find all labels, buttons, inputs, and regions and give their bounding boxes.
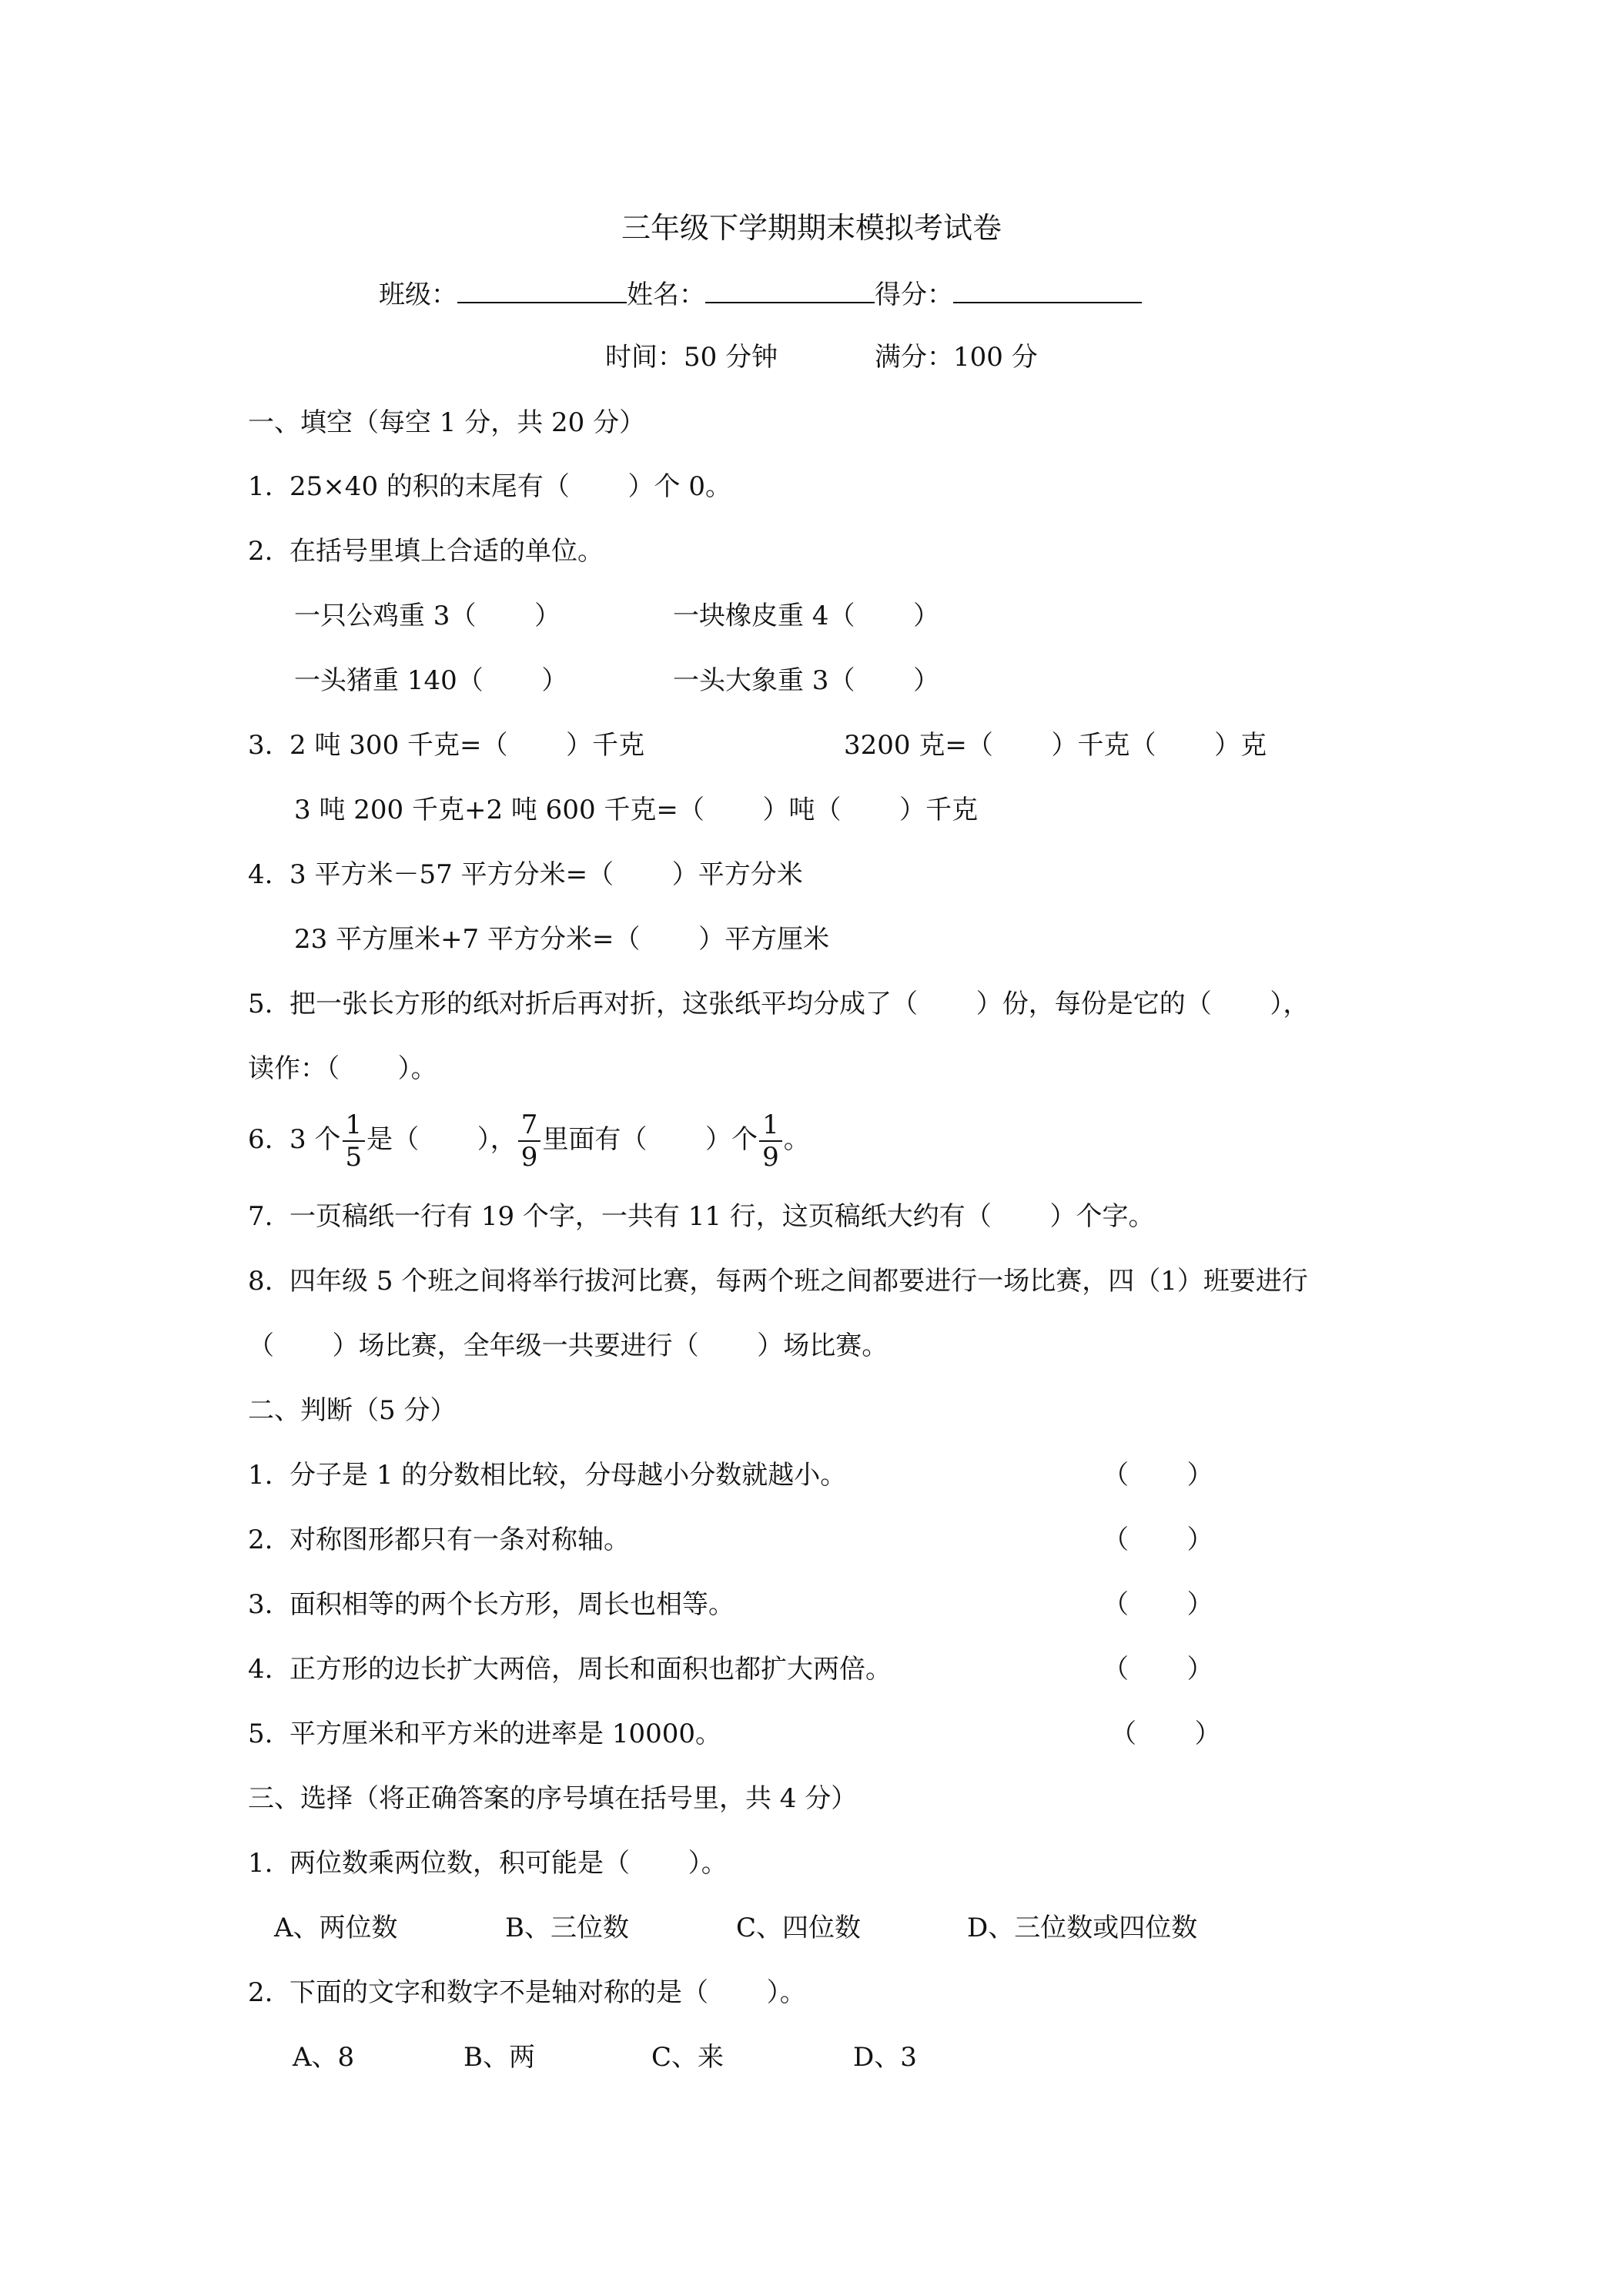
full-score-info: 满分：100 分	[875, 342, 1038, 373]
section-1-heading: 一、填空（每空 1 分，共 20 分）	[248, 407, 646, 438]
s1-question-6	[248, 1103, 810, 1176]
s1-question-2: 2. 在括号里填上合适的单位。	[248, 536, 604, 567]
s2-item-1: 1. 分子是 1 的分数相比较，分母越小分数就越小。	[248, 1460, 847, 1491]
q6-prefix: 6. 3 个	[248, 1124, 341, 1155]
fraction-one-fifth	[343, 1110, 366, 1173]
s2-item-4: 4. 正方形的边长扩大两倍，周长和面积也都扩大两倍。	[248, 1654, 892, 1685]
time-info: 时间：50 分钟	[605, 342, 778, 373]
s2-item-2: 2. 对称图形都只有一条对称轴。	[248, 1525, 631, 1555]
fraction-denominator: 9	[520, 1142, 538, 1173]
fraction-denominator: 5	[345, 1142, 363, 1173]
score-label: 得分：	[875, 279, 953, 310]
s1-question-3b: 3200 克=（ ）千克（ ）克	[844, 730, 1267, 761]
s1-q2-item-d: 一头大象重 3（ ）	[673, 665, 940, 696]
fraction-seven-ninths	[518, 1110, 541, 1173]
fraction-numerator: 7	[518, 1110, 541, 1142]
s3-q2-option-b: B、两	[463, 2042, 535, 2073]
s3-question-2: 2. 下面的文字和数字不是轴对称的是（ ）。	[248, 1977, 806, 2008]
s1-question-4a: 4. 3 平方米－57 平方分米=（ ）平方分米	[248, 859, 803, 890]
s3-q1-option-b: B、三位数	[505, 1913, 629, 1943]
s1-question-5b: 读作：（ ）。	[248, 1053, 437, 1084]
s1-question-5a: 5. 把一张长方形的纸对折后再对折，这张纸平均分成了（ ）份，每份是它的（ ），	[248, 989, 1310, 1019]
s2-item-5: 5. 平方厘米和平方米的进率是 10000。	[248, 1719, 722, 1749]
s3-q2-option-c: C、来	[651, 2042, 724, 2073]
s3-q1-option-d: D、三位数或四位数	[967, 1913, 1198, 1943]
q6-end: 。	[783, 1124, 810, 1155]
s3-q1-option-c: C、四位数	[736, 1913, 862, 1943]
name-label: 姓名：	[627, 279, 705, 310]
fraction-one-ninth	[759, 1110, 782, 1173]
s1-q2-item-a: 一只公鸡重 3（ ）	[294, 601, 561, 631]
s2-item-3: 3. 面积相等的两个长方形，周长也相等。	[248, 1589, 735, 1620]
section-3-heading: 三、选择（将正确答案的序号填在括号里，共 4 分）	[248, 1783, 858, 1814]
s2-item-3-bracket: （ ）	[1103, 1589, 1213, 1620]
section-2-heading: 二、判断（5 分）	[248, 1395, 457, 1426]
name-blank	[705, 276, 875, 303]
score-blank	[953, 276, 1142, 303]
s1-question-8a: 8. 四年级 5 个班之间将举行拔河比赛，每两个班之间都要进行一场比赛，四（1）班要进行	[248, 1266, 1308, 1297]
s1-question-3a: 3. 2 吨 300 千克=（ ）千克	[248, 730, 645, 761]
s3-q2-option-a: A、8	[293, 2042, 355, 2073]
s1-question-4b: 23 平方厘米+7 平方分米=（ ）平方厘米	[294, 924, 830, 955]
s1-q2-item-c: 一头猪重 140（ ）	[294, 665, 568, 696]
s3-question-1: 1. 两位数乘两位数，积可能是（ ）。	[248, 1848, 728, 1879]
student-info-row	[379, 276, 1142, 312]
class-label: 班级：	[379, 279, 457, 310]
s2-item-1-bracket: （ ）	[1103, 1460, 1213, 1491]
s1-question-8b: （ ）场比赛，全年级一共要进行（ ）场比赛。	[248, 1330, 888, 1361]
s3-q1-option-a: A、两位数	[274, 1913, 398, 1943]
fraction-numerator: 1	[759, 1110, 782, 1142]
s1-question-7: 7. 一页稿纸一行有 19 个字，一共有 11 行，这页稿纸大约有（ ）个字。	[248, 1201, 1155, 1232]
q6-mid-2: 里面有（ ）个	[542, 1124, 758, 1155]
s2-item-4-bracket: （ ）	[1103, 1654, 1213, 1685]
s3-q2-option-d: D、3	[853, 2042, 917, 2073]
s1-question-1: 1. 25×40 的积的末尾有（ ）个 0。	[248, 471, 731, 502]
s2-item-5-bracket: （ ）	[1110, 1719, 1221, 1749]
fraction-numerator: 1	[343, 1110, 366, 1142]
q6-mid-1: 是（ ），	[366, 1124, 517, 1155]
s2-item-2-bracket: （ ）	[1103, 1525, 1213, 1555]
s1-question-3c: 3 吨 200 千克+2 吨 600 千克=（ ）吨（ ）千克	[294, 795, 979, 825]
s1-q2-item-b: 一块橡皮重 4（ ）	[673, 601, 940, 631]
fraction-denominator: 9	[762, 1142, 779, 1173]
class-blank	[457, 276, 627, 303]
exam-title: 三年级下学期期末模拟考试卷	[621, 211, 1002, 245]
